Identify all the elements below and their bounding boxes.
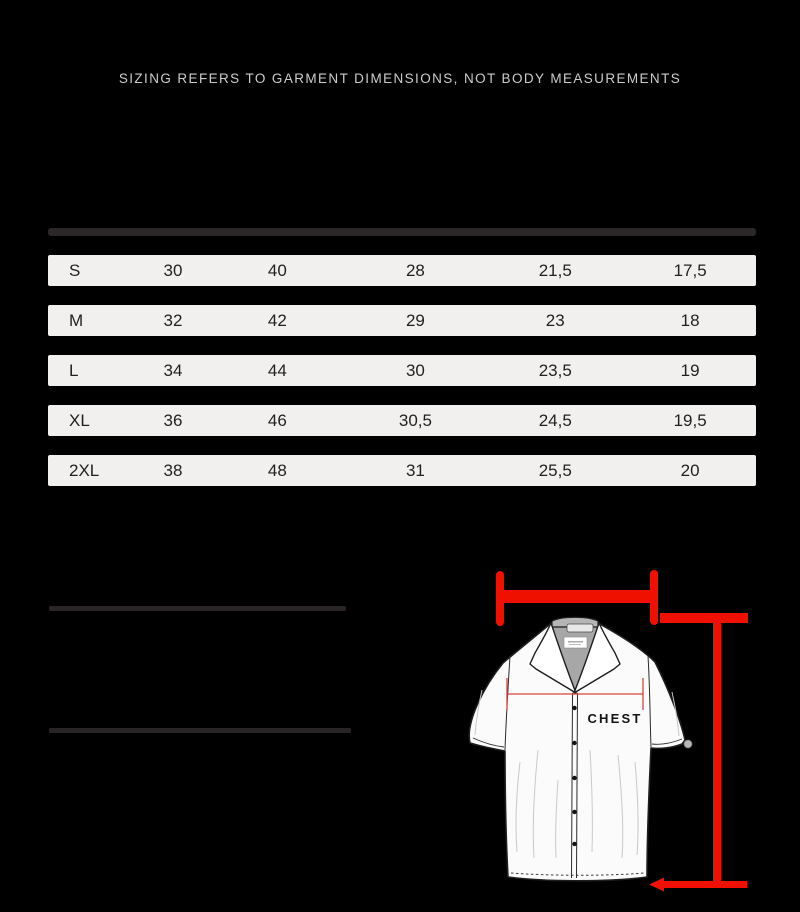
measure-cell: 21,5 (538, 260, 572, 280)
measure-cell: 17,5 (673, 260, 707, 280)
measurement-diagram-svg (440, 555, 800, 912)
measure-cell: 29 (405, 310, 425, 330)
sizing-note: SIZING REFERS TO GARMENT DIMENSIONS, NOT BODY MEASUREMENTS (118, 71, 682, 86)
table-row (48, 255, 756, 286)
table-row (48, 355, 756, 386)
measure-cell: 42 (267, 310, 287, 330)
measure-cell: 24,5 (538, 410, 572, 430)
measure-cell: 23 (545, 310, 565, 330)
length-measure-bracket (649, 613, 748, 892)
measure-cell: 34 (163, 360, 183, 380)
size-cell: S (69, 260, 81, 280)
measure-cell: 44 (267, 360, 287, 380)
left-underline-rule-1 (49, 606, 346, 611)
measure-cell: 30 (163, 260, 183, 280)
measure-cell: 30 (405, 360, 425, 380)
table-row (48, 405, 756, 436)
measure-cell: 40 (267, 260, 287, 280)
measure-cell: 30,5 (398, 410, 432, 430)
table-top-rule (48, 228, 756, 236)
length-top-bar (660, 613, 748, 623)
neck-label-text-line (569, 644, 581, 645)
shirt-illustration (469, 617, 692, 881)
length-vertical-bar (713, 623, 721, 887)
chest-label: CHEST (587, 711, 643, 726)
sleeve-cuff-detail (684, 740, 692, 748)
left-underline-rule-2 (49, 728, 351, 733)
measure-cell: 19,5 (673, 410, 707, 430)
table-row (48, 305, 756, 336)
measure-cell: 36 (163, 410, 183, 430)
measure-cell: 28 (405, 260, 425, 280)
collar-loop (567, 624, 593, 632)
size-cell: XL (69, 410, 90, 430)
measure-cell: 38 (163, 460, 183, 480)
measure-cell: 31 (405, 460, 425, 480)
size-cell: 2XL (69, 460, 100, 480)
size-table (48, 228, 756, 486)
length-bottom-bar (663, 881, 747, 888)
measure-cell: 25,5 (538, 460, 572, 480)
size-cell: L (69, 360, 79, 380)
measure-cell: 32 (163, 310, 183, 330)
size-cell: M (69, 310, 84, 330)
bracket-bar (500, 590, 654, 603)
measure-cell: 19 (680, 360, 700, 380)
table-row (48, 455, 756, 486)
measure-cell: 23,5 (538, 360, 572, 380)
measure-cell: 20 (680, 460, 700, 480)
arrow-left-icon (649, 878, 664, 892)
measure-cell: 18 (680, 310, 700, 330)
garment-measurement-diagram (440, 555, 800, 912)
measure-cell: 48 (267, 460, 287, 480)
measure-cell: 46 (267, 410, 287, 430)
bracket-tick-right (650, 570, 658, 625)
neck-label-text-line (568, 641, 583, 643)
